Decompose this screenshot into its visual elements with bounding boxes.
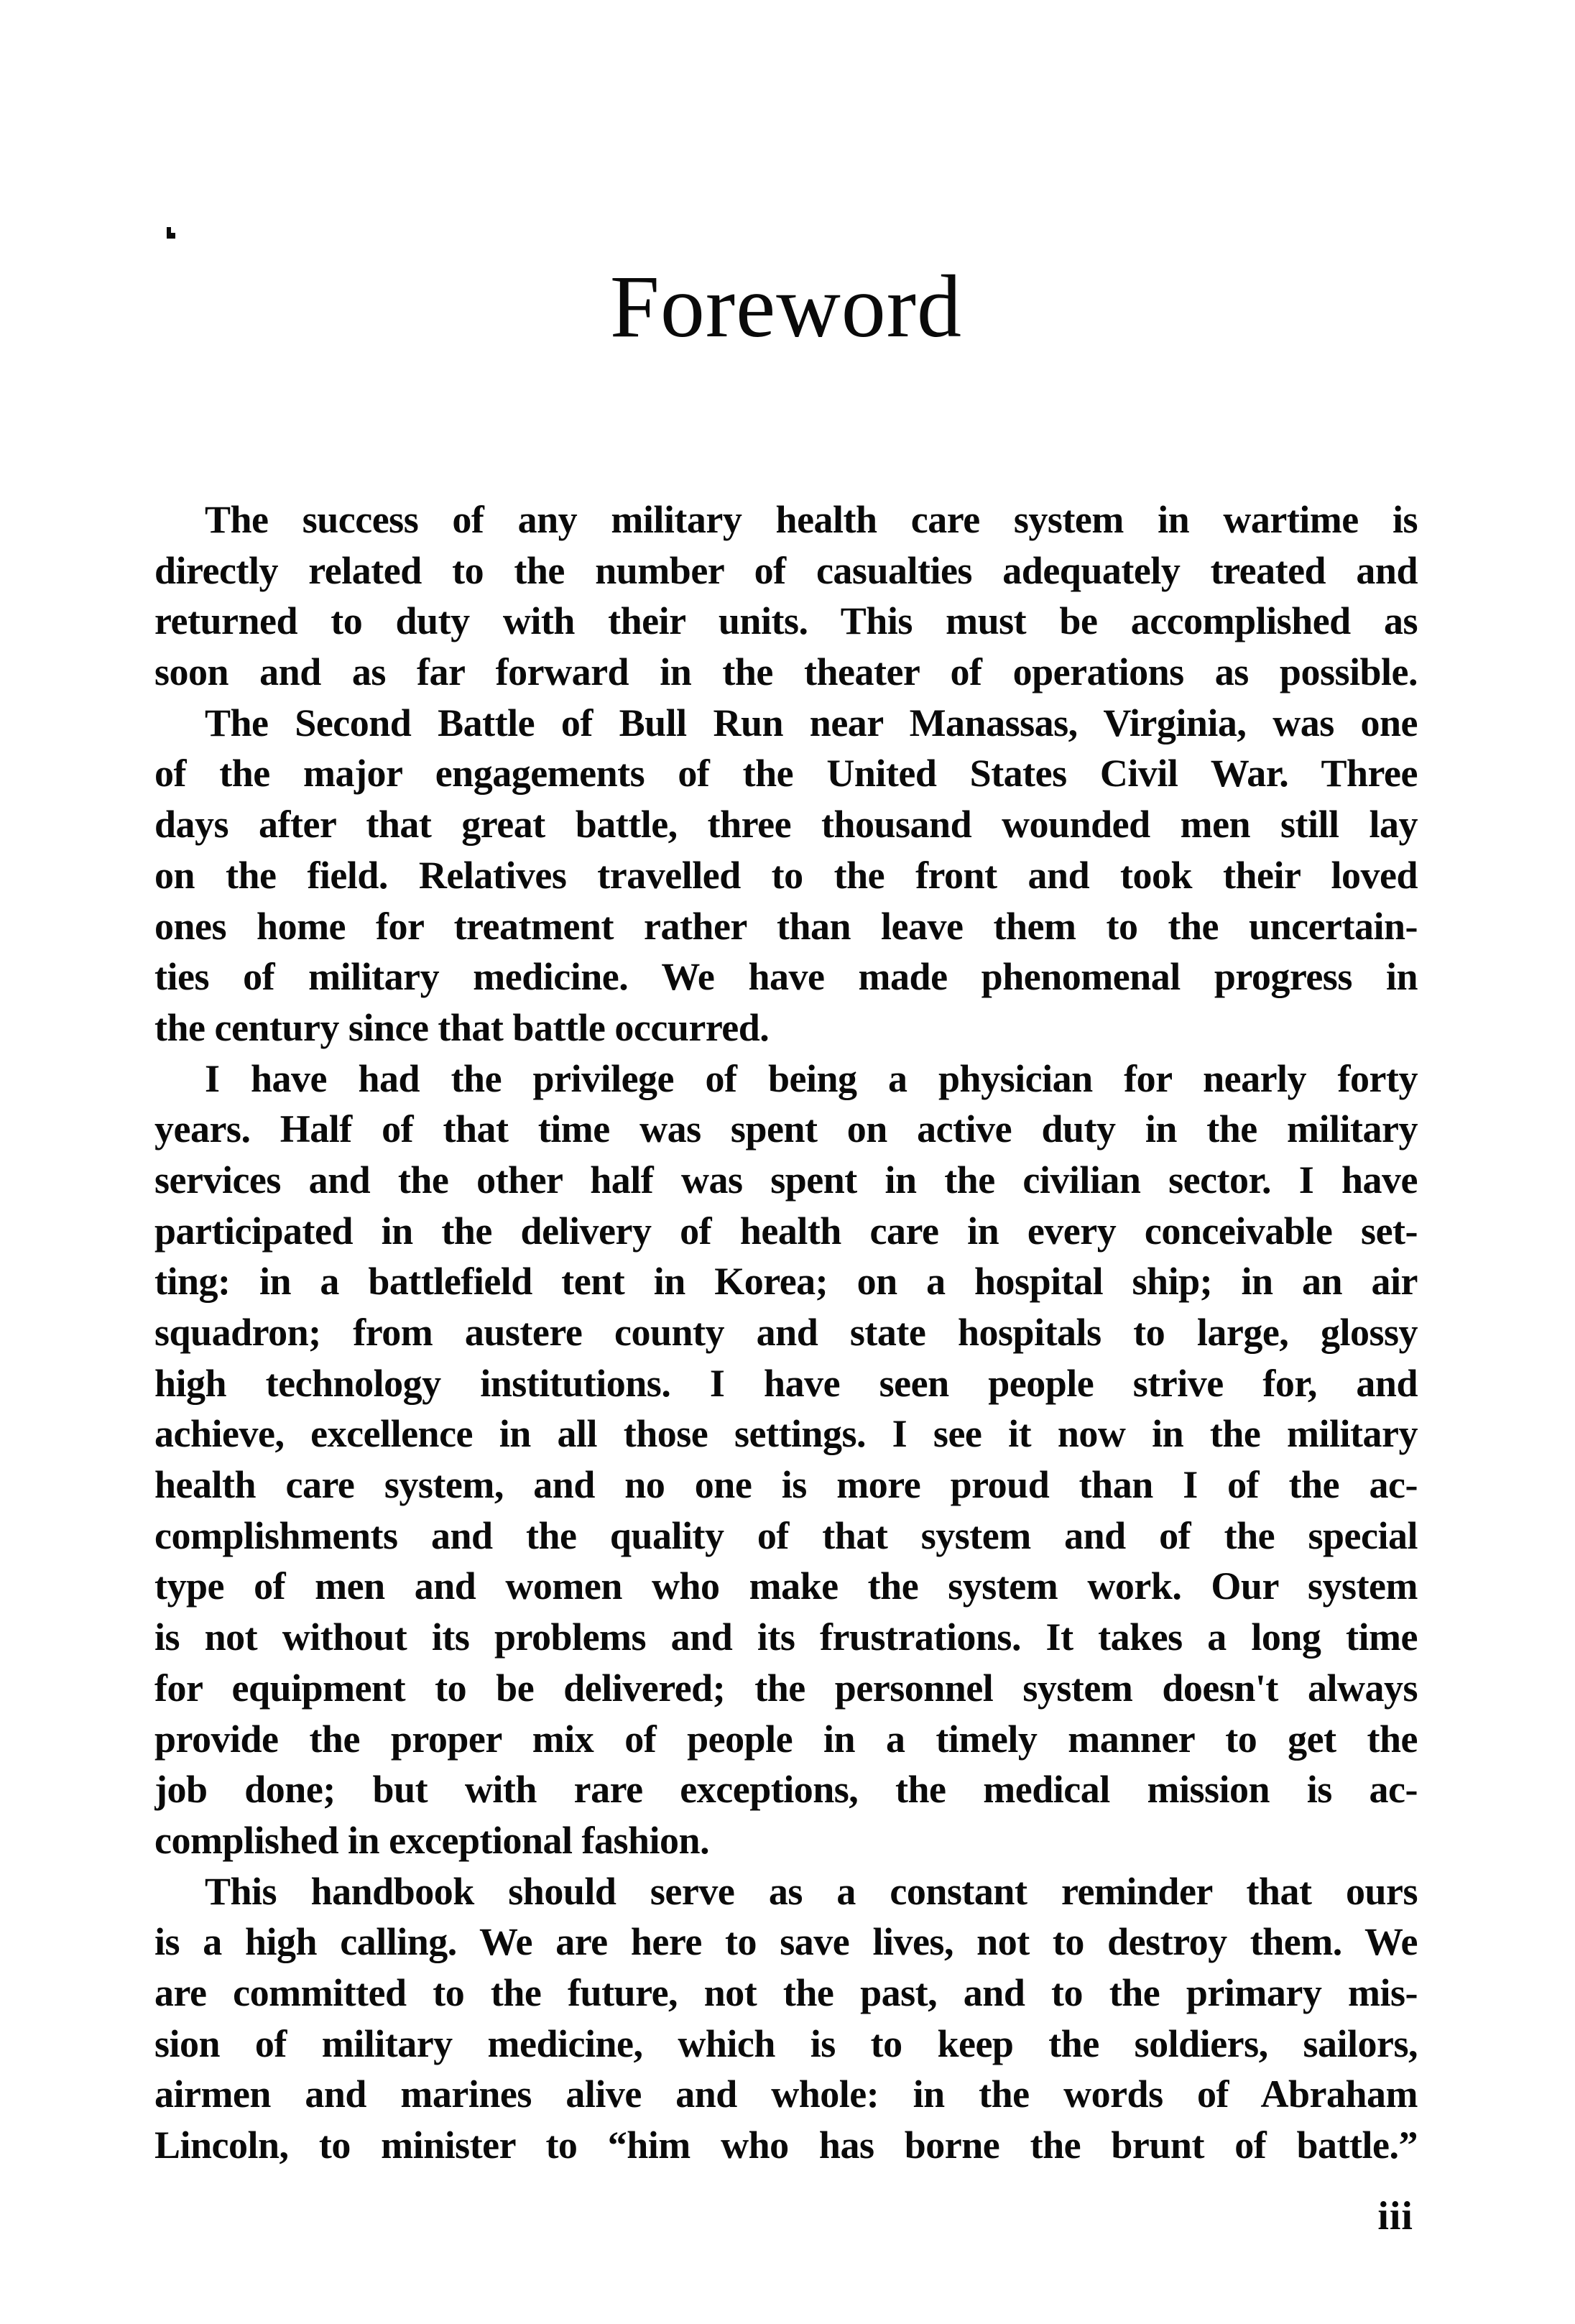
body-line: Lincoln, to minister to “him who has borne the brunt of battle.” <box>154 2124 1418 2167</box>
body-line: is a high calling. We are here to save lives, not to destroy them. We <box>154 1920 1418 1964</box>
body-line: type of men and women who make the system work. Our system <box>154 1564 1418 1608</box>
body-line: years. Half of that time was spent on active duty in the military <box>154 1107 1418 1151</box>
body-line: services and the other half was spent in the civilian sector. I have <box>154 1158 1418 1202</box>
body-line: job done; but with rare exceptions, the medical mission is ac- <box>154 1768 1418 1812</box>
body-line: are committed to the future, not the past, and to the primary mis- <box>154 1970 1418 2014</box>
body-line: health care system, and no one is more proud than I of the ac- <box>154 1463 1418 1507</box>
body-line: of the major engagements of the United States Civil War. Three <box>154 752 1418 796</box>
body-line: the century since that battle occurred. <box>154 1005 770 1049</box>
body-line: squadron; from austere county and state hospitals to large, glossy <box>154 1311 1418 1354</box>
body-line: complished in exceptional fashion. <box>154 1818 710 1862</box>
body-line: is not without its problems and its frustrations. It takes a long time <box>154 1615 1418 1659</box>
body-line: on the field. Relatives travelled to the front and took their loved <box>154 853 1418 897</box>
body-line: I have had the privilege of being a physician for nearly forty <box>205 1056 1418 1100</box>
body-line: The success of any military health care system in wartime is <box>205 498 1418 541</box>
page-title: Foreword <box>609 257 963 356</box>
body-line: The Second Battle of Bull Run near Manassas, Virginia, was one <box>205 701 1418 744</box>
ink-mark <box>167 227 175 239</box>
foreword-body <box>154 494 1418 2171</box>
body-line: This handbook should serve as a constant reminder that ours <box>205 1869 1418 1913</box>
body-line: participated in the delivery of health care in every conceivable set- <box>154 1209 1418 1253</box>
body-line: achieve, excellence in all those settings. I see it now in the military <box>154 1412 1418 1456</box>
body-line: sion of military medicine, which is to keep the soldiers, sailors, <box>154 2021 1418 2065</box>
paragraph <box>154 698 1418 1053</box>
body-line: provide the proper mix of people in a timely manner to get the <box>154 1717 1418 1761</box>
paragraph <box>154 1866 1418 2171</box>
body-line: ties of military medicine. We have made phenomenal progress in <box>154 955 1418 999</box>
paragraph <box>154 1053 1418 1866</box>
body-line: for equipment to be delivered; the personnel system doesn't always <box>154 1666 1418 1710</box>
paragraph <box>154 494 1418 698</box>
body-line: ting: in a battlefield tent in Korea; on a hospital ship; in an air <box>154 1260 1418 1304</box>
body-line: soon and as far forward in the theater of operations as possible. <box>154 650 1418 694</box>
body-line: days after that great battle, three thousand wounded men still lay <box>154 803 1418 847</box>
body-line: directly related to the number of casualties adequately treated and <box>154 548 1418 592</box>
body-line: airmen and marines alive and whole: in the words of Abraham <box>154 2072 1418 2116</box>
body-line: complishments and the quality of that system and of the special <box>154 1513 1418 1557</box>
body-line: returned to duty with their units. This must be accomplished as <box>154 599 1418 643</box>
page-number: iii <box>1377 2194 1413 2238</box>
body-line: high technology institutions. I have seen people strive for, and <box>154 1361 1418 1405</box>
body-line: ones home for treatment rather than leave them to the uncertain- <box>154 904 1418 948</box>
